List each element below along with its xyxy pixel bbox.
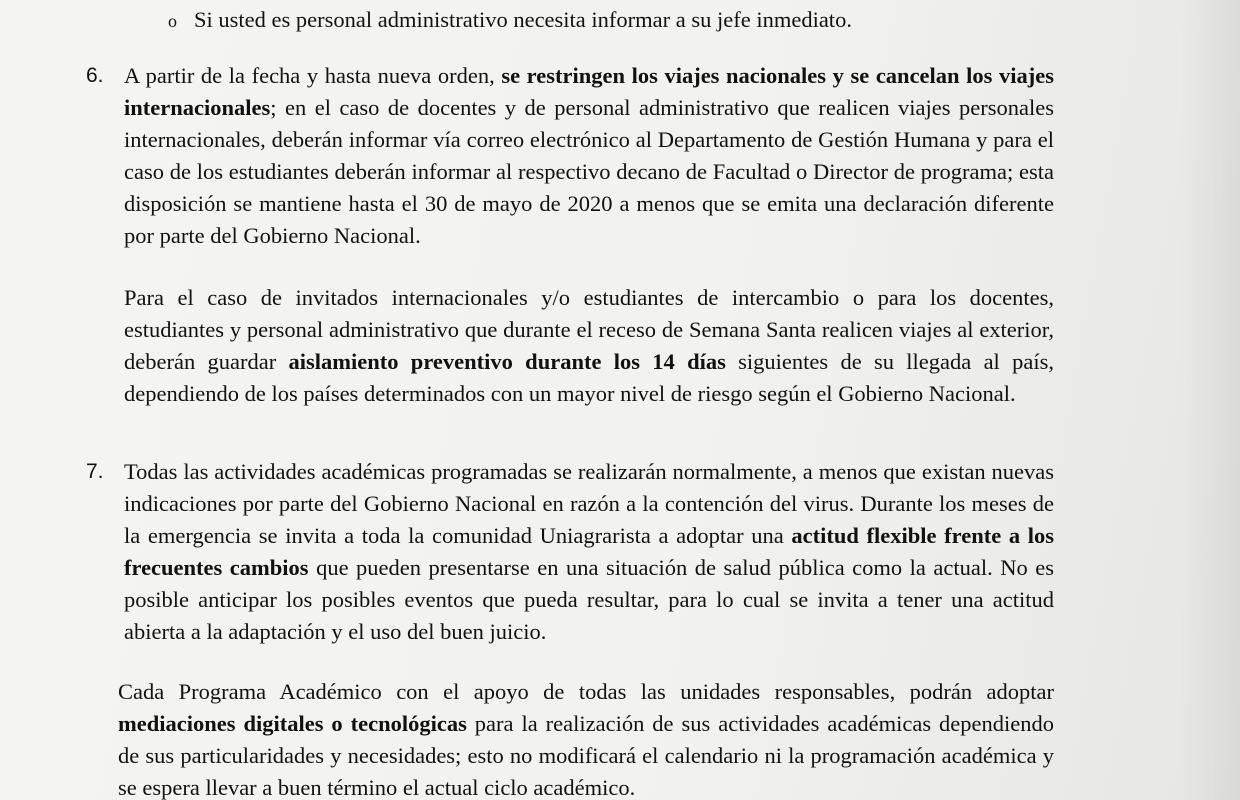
item-6-p2-text-2: siguientes de su llegada al país, dependiendo de los países determinados con un mayor nivel de riesgo según el Gobierno Nacional. (124, 349, 1054, 406)
item-number-6: 6. (86, 64, 104, 87)
item-6-p2-text-1: Para el caso de invitados internacionales y/o estudiantes de intercambio o para los docentes, estudiantes y personal administrativo que durante el receso de Semana Santa realicen viajes al exterior, deberán guardar (124, 285, 1054, 374)
item-7-p2-text-2: para la realización de sus actividades académicas dependiendo de sus particularidades y necesidades; esto no modificará el calendario ni la programación académica y se espera llevar a buen término el actual ciclo académico. (118, 711, 1054, 800)
page-edge-shadow (1180, 0, 1240, 800)
item-7-p2-text-1: Cada Programa Académico con el apoyo de todas las unidades responsables, podrán adoptar (118, 679, 1054, 704)
item-7-p1-text-1: Todas las actividades académicas programadas se realizarán normalmente, a menos que existan nuevas indicaciones por parte del Gobierno Nacional en razón a la contención del virus. Durante los meses de la emergencia se invita a toda la comunidad Uniagrarista a adoptar una (124, 459, 1054, 548)
item-6-p2-bold-1: aislamiento preventivo durante los 14 días (288, 349, 726, 374)
item-6-paragraph-1 (124, 60, 1054, 252)
bullet-item (168, 4, 852, 37)
item-7-p1-text-2: que pueden presentarse en una situación de salud pública como la actual. No es posible anticipar los posibles eventos que pueda resultar, para lo cual se invita a tener una actitud abierta a la adaptación y el uso del buen juicio. (124, 555, 1055, 644)
bullet-marker: o (168, 11, 177, 31)
item-7-paragraph-2 (118, 676, 1054, 800)
item-number-7: 7. (86, 460, 104, 483)
item-6-p1-text-1: A partir de la fecha y hasta nueva orden, (124, 63, 502, 88)
item-6-p1-bold-1: se restringen los viajes nacionales y se cancelan los viajes internacionales (124, 63, 1054, 120)
item-6-p1-text-2: ; en el caso de docentes y de personal administrativo que realicen viajes personales internacionales, deberán informar vía correo electrónico al Departamento de Gestión Humana y para el caso de los estudiantes deberán informar al respectivo decano de Facultad o Director de programa; esta disposición se mantiene hasta el 30 de mayo de 2020 a menos que se emita una declaración diferente por parte del Gobierno Nacional. (124, 95, 1054, 248)
item-7-paragraph-1 (124, 456, 1054, 648)
item-7-p1-bold-1: actitud flexible frente a los frecuentes cambios (124, 523, 1054, 580)
item-7-p2-bold-1: mediaciones digitales o tecnológicas (118, 711, 467, 736)
item-6-paragraph-2 (124, 282, 1054, 410)
bullet-text: Si usted es personal administrativo necesita informar a su jefe inmediato. (194, 7, 852, 32)
